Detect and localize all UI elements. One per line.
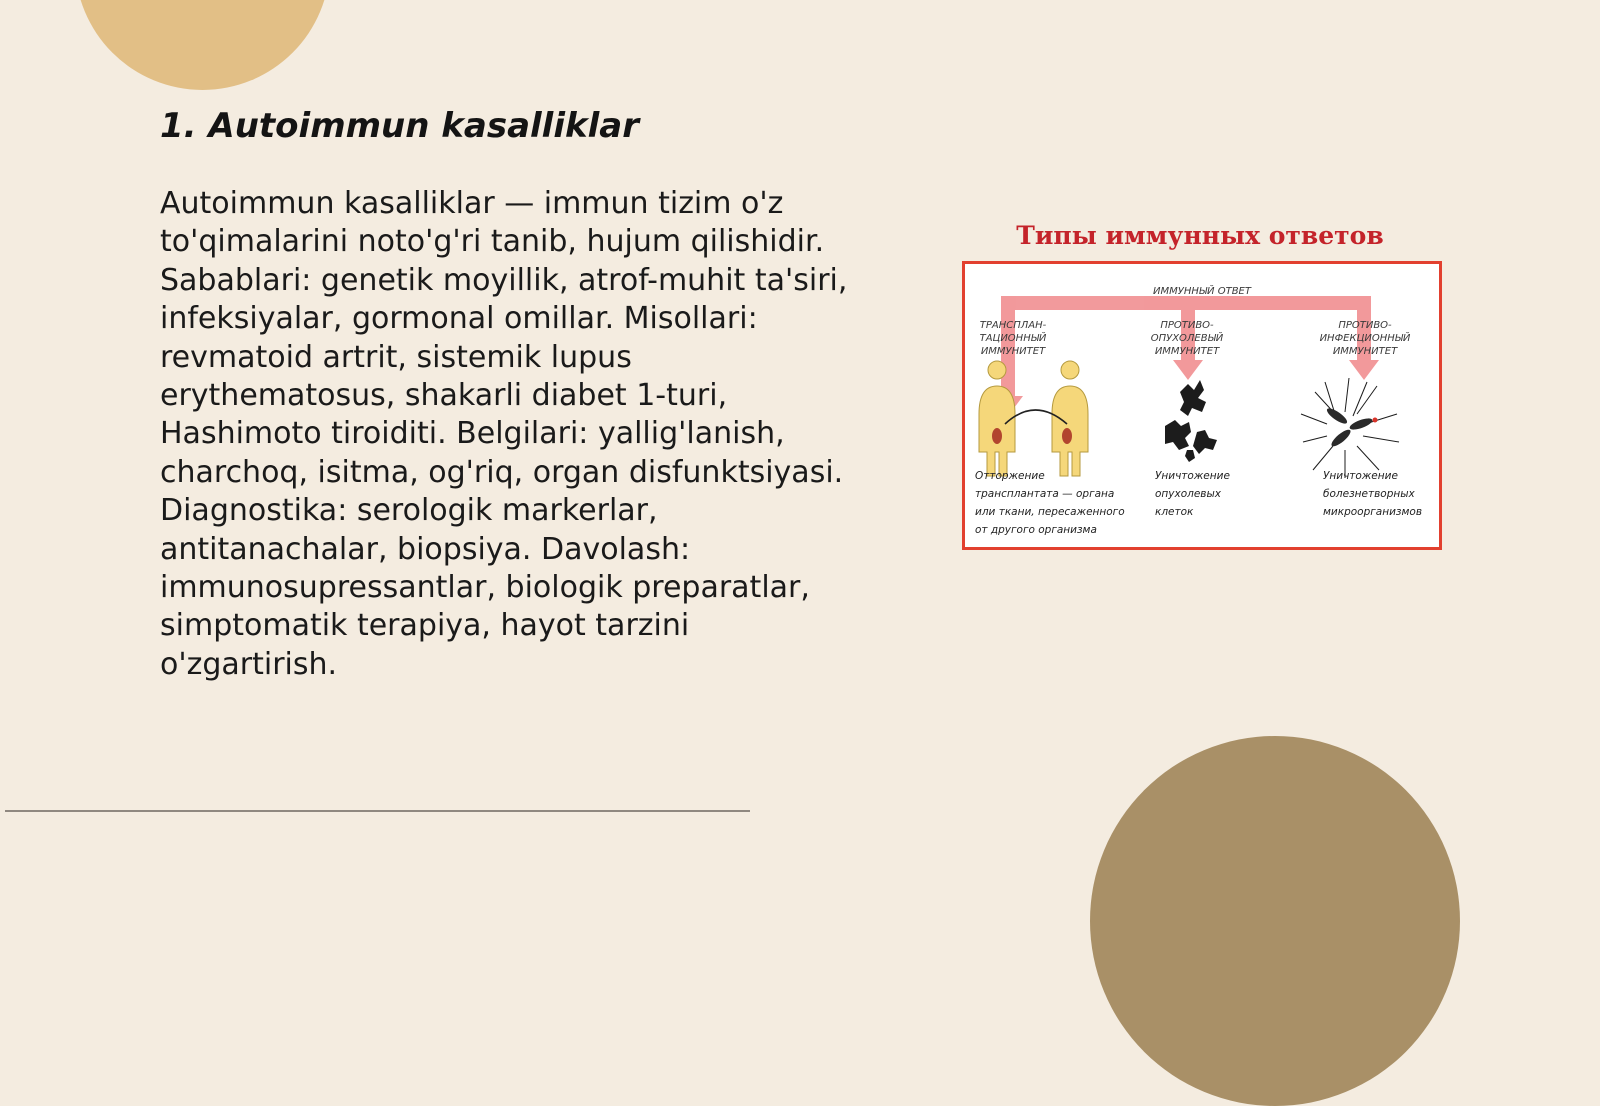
divider-line — [5, 810, 750, 812]
branch-caption-transplant: Отторжение трансплантата — органа или ткани, пересаженного от другого организма — [975, 470, 1125, 536]
branch-label-transplant: ТРАНСПЛАН- ТАЦИОННЫЙ ИММУНИТЕТ — [979, 320, 1047, 357]
decorative-circle-bottom — [1090, 736, 1460, 1106]
slide-title: 1. Autoimmun kasalliklar — [160, 106, 639, 146]
tumor-cells-icon — [1165, 380, 1217, 462]
bacteria-icons — [1325, 406, 1374, 449]
decorative-circle-top — [75, 0, 330, 90]
figure-header-label: ИММУННЫЙ ОТВЕТ — [1153, 286, 1251, 297]
figure-title: Типы иммунных ответов — [1016, 221, 1384, 250]
human-figures — [979, 361, 1088, 476]
figure-frame — [962, 261, 1442, 550]
immune-response-figure — [960, 215, 1440, 550]
highlight-dot — [1373, 418, 1378, 423]
slide-body-text: Autoimmun kasalliklar — immun tizim o'z to'qimalarini noto'g'ri tanib, hujum qilishidir. Sabablari: genetik moyillik, atrof-muhit ta'siri, infeksiyalar, gormonal omillar. Misollari: revmatoid artrit, sistemik lupus erythematosus, shakarli diabet 1-turi, Hashimoto tiroiditi. Belgilari: yallig'lanish, charchoq, isitma, og'riq, organ disfunktsiyasi. Diagnostika: serologik markerlar, antitanachalar, biopsiya. Davolash: immunosupressantlar, biologik preparatlar, simptomatik terapiya, hayot tarzini o'zgartirish. — [160, 186, 848, 682]
branch-label-antiinfection: ПРОТИВО- ИНФЕКЦИОННЫЙ ИММУНИТЕТ — [1319, 320, 1411, 357]
branch-caption-antiinfection: Уничтожение болезнетворных микроорганизмов — [1323, 470, 1423, 518]
branch-caption-antitumor: Уничтожение опухолевых клеток — [1155, 470, 1230, 518]
branch-label-antitumor: ПРОТИВО- ОПУХОЛЕВЫЙ ИММУНИТЕТ — [1150, 320, 1224, 357]
